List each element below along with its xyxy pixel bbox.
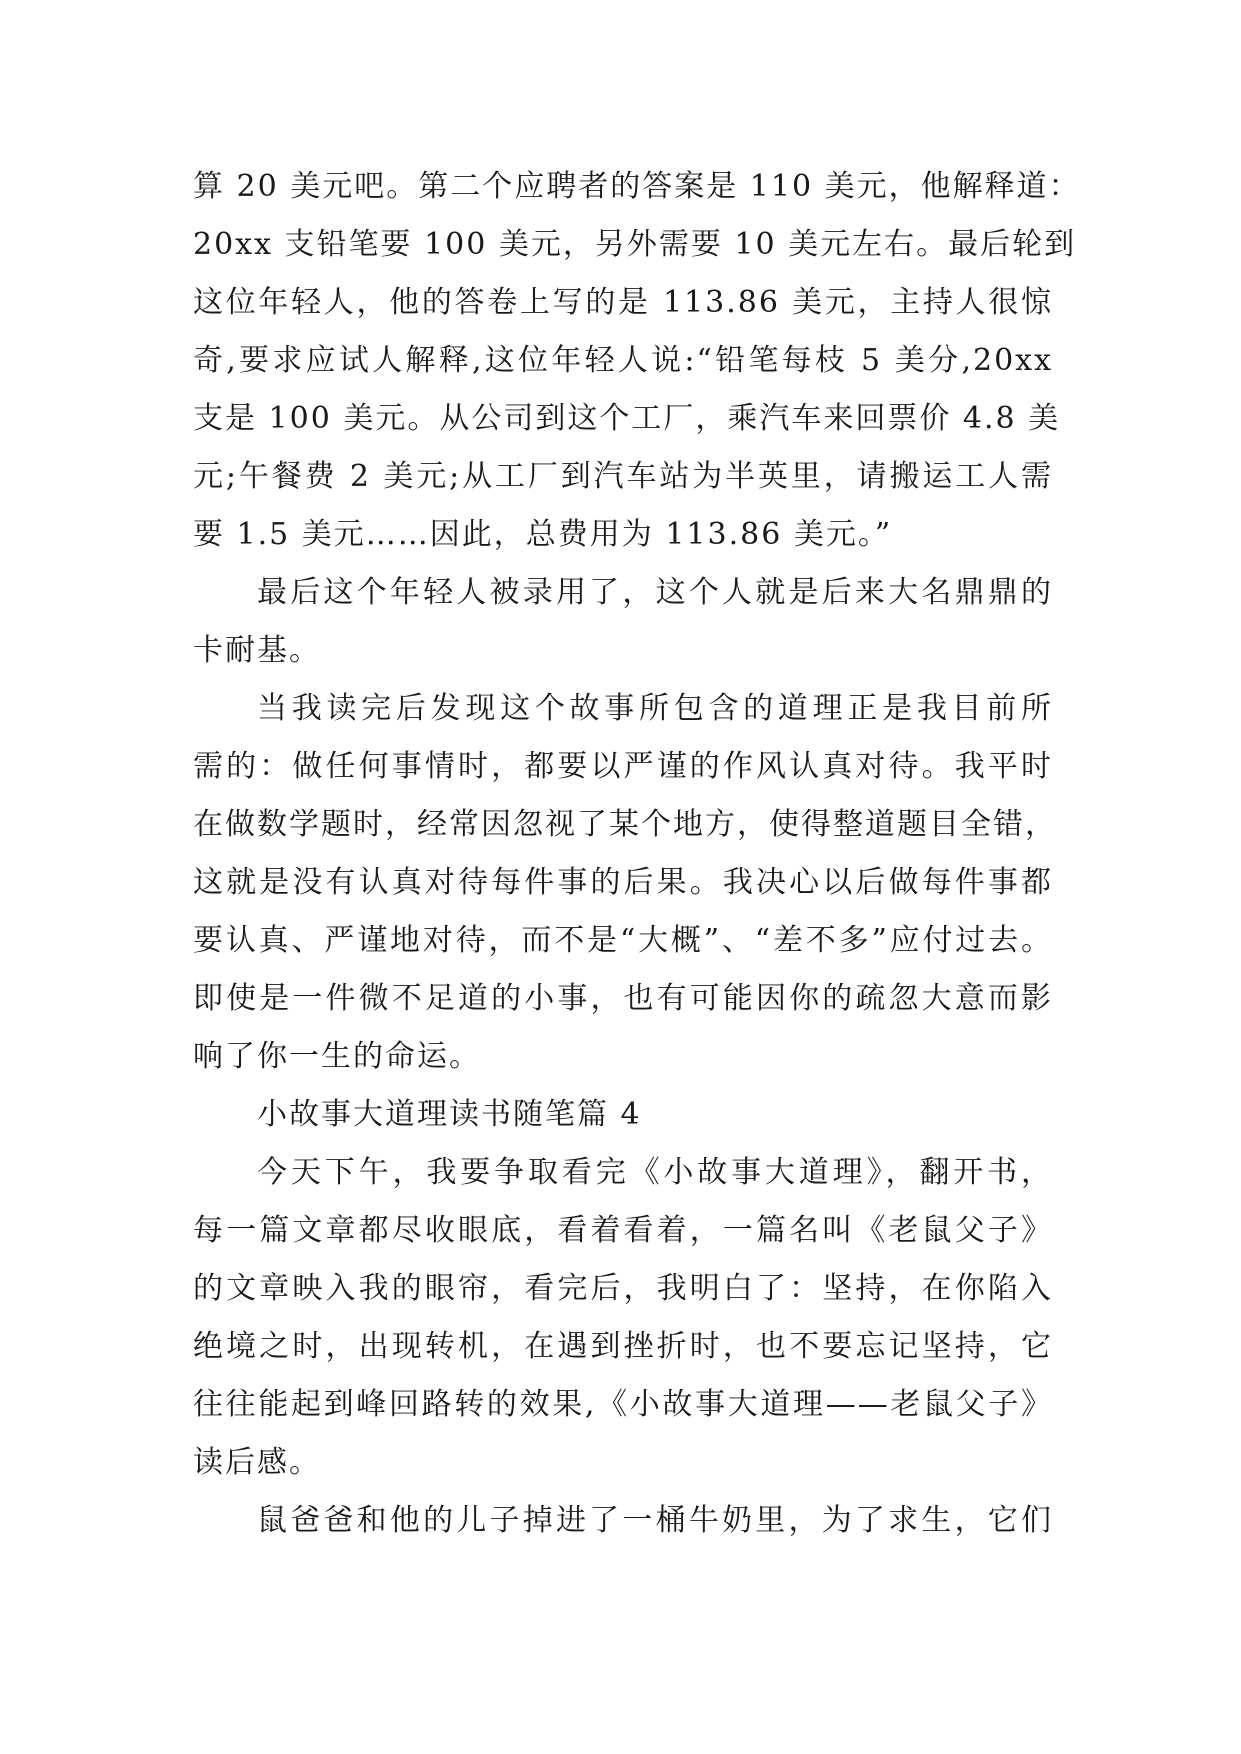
text-line: 今天下午，我要争取看完《小故事大道理》，翻开书，	[257, 1155, 1053, 1190]
text-line: 元;午餐费 2 美元;从工厂到汽车站为半英里，请搬运工人需	[193, 459, 1053, 494]
text-line: 在做数学题时，经常因忽视了某个地方，使得整道题目全错，	[193, 807, 1057, 842]
text-line: 往往能起到峰回路转的效果,《小故事大道理——老鼠父子》	[193, 1387, 1053, 1422]
text-line: 算 20 美元吧。第二个应聘者的答案是 110 美元，他解释道：	[193, 169, 1081, 204]
text-line: 即使是一件微不足道的小事，也有可能因你的疏忽大意而影	[193, 981, 1053, 1016]
text-line: 小故事大道理读书随笔篇 4	[257, 1097, 642, 1132]
text-line: 奇,要求应试人解释,这位年轻人说:“铅笔每枝 5 美分,20xx	[193, 343, 1053, 378]
text-line: 要认真、严谨地对待，而不是“大概”、“差不多”应付过去。	[193, 923, 1053, 958]
text-line: 最后这个年轻人被录用了，这个人就是后来大名鼎鼎的	[257, 575, 1053, 610]
text-line: 每一篇文章都尽收眼底，看着看着，一篇名叫《老鼠父子》	[193, 1213, 1053, 1248]
article-body	[193, 158, 1081, 1550]
text-line: 绝境之时，出现转机，在遇到挫折时，也不要忘记坚持，它	[193, 1329, 1053, 1364]
text-line: 当我读完后发现这个故事所包含的道理正是我目前所	[257, 691, 1053, 726]
text-line: 要 1.5 美元……因此，总费用为 113.86 美元。”	[193, 517, 893, 552]
text-line: 支是 100 美元。从公司到这个工厂，乘汽车来回票价 4.8 美	[193, 401, 1061, 436]
text-line: 20xx 支铅笔要 100 美元，另外需要 10 美元左右。最后轮到	[193, 227, 1077, 262]
text-line: 读后感。	[193, 1445, 321, 1480]
text-line: 鼠爸爸和他的儿子掉进了一桶牛奶里，为了求生，它们	[257, 1503, 1053, 1538]
text-line: 这位年轻人，他的答卷上写的是 113.86 美元，主持人很惊	[193, 285, 1053, 320]
text-line: 需的：做任何事情时，都要以严谨的作风认真对待。我平时	[193, 749, 1053, 784]
text-line: 的文章映入我的眼帘，看完后，我明白了：坚持，在你陷入	[193, 1271, 1053, 1306]
text-line: 卡耐基。	[193, 633, 321, 668]
text-line: 响了你一生的命运。	[193, 1039, 481, 1074]
text-line: 这就是没有认真对待每件事的后果。我决心以后做每件事都	[193, 865, 1053, 900]
